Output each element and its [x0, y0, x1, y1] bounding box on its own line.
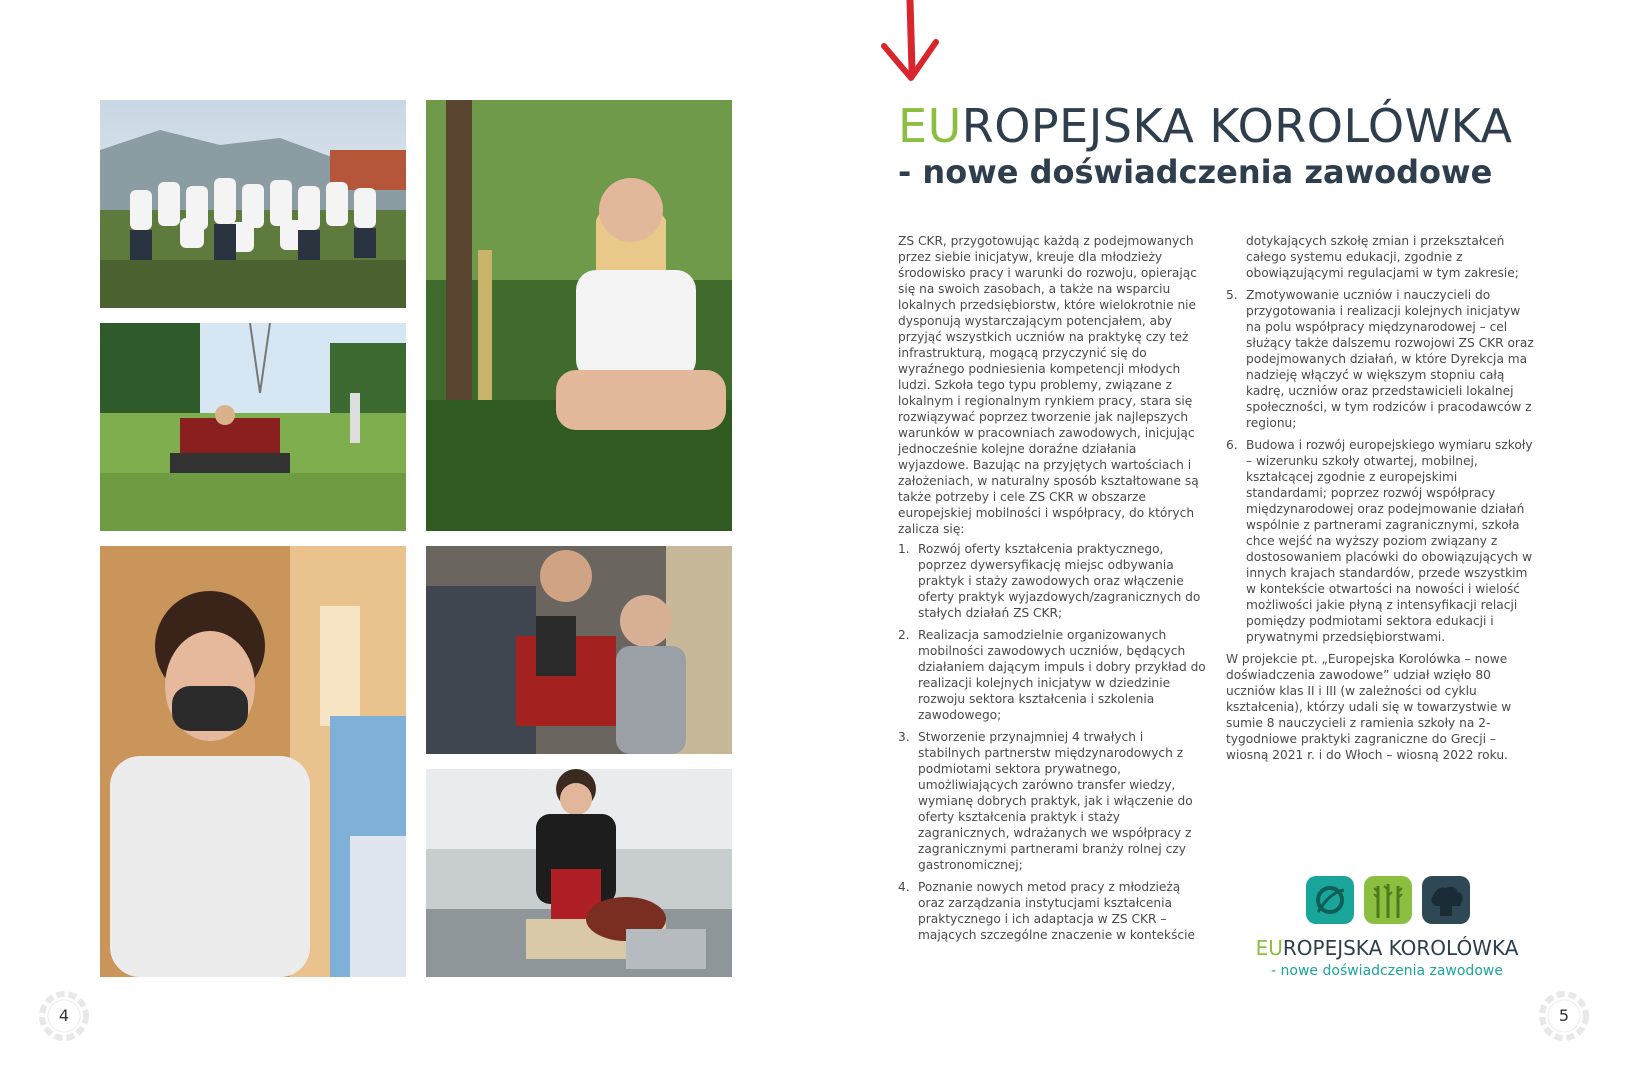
chef-hat-icon [1422, 876, 1470, 924]
list-item: 2. Realizacja samodzielnie organizowanych mobilności zawodowych uczniów, będących działaniem dającym impuls i dobry przykład do realizacji kolejnych inicjatyw w dziedzinie rozwoju sektora kształcenia i szkolenia zawodowego; [898, 628, 1206, 722]
wheat-icon [1364, 876, 1412, 924]
photo-mechanics [426, 546, 732, 754]
photo-lawn-mower [100, 323, 406, 531]
page-number-left: 4 [33, 985, 95, 1047]
title-rest: ROPEJSKA KOROLÓWKA [961, 99, 1513, 153]
list-item: 3. Stworzenie przynajmniej 4 trwałych i stabilnych partnerstw międzynarodowych z podmiotami sektora prywatnego, umożliwiających zarówno transfer wiedzy, wymianę dobrych praktyk, jak i włączenie do oferty kształcenia praktyk i staży zagranicznych, wdrażanych we współpracy z zagranicznymi partnerami branży rolnej czy gastronomicznej; [898, 730, 1193, 872]
list-item: 4. Poznanie nowych metod pracy z młodzieżą oraz zarządzania instytucjami kształcenia praktycznego i ich adaptacja w ZS CKR – mających szczególne znaczenie w kontekście [898, 880, 1196, 942]
goals-list-continued [1226, 287, 1538, 645]
goals-list [898, 541, 1208, 943]
photo-group-students [100, 100, 406, 308]
project-logo [1236, 876, 1538, 984]
red-arrow-icon [880, 0, 940, 84]
list-item-continuation: dotykających szkołę zmian i przekształceń całego systemu edukacji, zgodnie z obowiązującymi regulacjami w tym zakresie; [1246, 234, 1519, 280]
gear-leaf-icon [1306, 876, 1354, 924]
title-eu: EU [898, 99, 962, 153]
list-item: 5. Zmotywowanie uczniów i nauczycieli do przygotowania i realizacji kolejnych inicjatyw na polu współpracy międzynarodowej – cel służący także dalszemu rozwojowi ZS CKR oraz podejmowanych działań, w które Dyrekcja ma nadzieję włączyć w większym stopniu całą kadrę, uczniów oraz przedstawicieli lokalnej społeczności, w tym rodziców i pracodawców z regionu; [1226, 288, 1534, 430]
text-column-left [898, 233, 1208, 949]
page-number-right: 5 [1533, 985, 1595, 1047]
logo-icons [1306, 876, 1470, 924]
photo-girl-mask [100, 546, 406, 977]
list-item: 1. Rozwój oferty kształcenia praktycznego, poprzez dywersyfikację miejsc odbywania praktyk i staży zawodowych oraz włączenie oferty praktyk wyjazdowych/zagranicznych do stałych działań ZS CKR; [898, 542, 1201, 620]
photo-kitchen-chef [426, 769, 732, 977]
page-title [898, 96, 1512, 156]
logo-subtitle: - nowe doświadczenia zawodowe [1271, 963, 1503, 979]
intro-paragraph: ZS CKR, przygotowując każdą z podejmowanych przez siebie inicjatyw, kreuje dla młodzieży środowisko pracy i warunki do rozwoju, opierając się na swoich zasobach, a także na wsparciu lokalnych przedsiębiorstw, które wielokrotnie nie dysponują wystarczającym potencjałem, aby przyjąć wszystkich uczniów na praktykę czy też infrastrukturą, mogącą przyczynić się do wyraźnego podniesienia kompetencji młodych ludzi. Szkoła tego typu problemy, związane z lokalnym i regionalnym rynkiem pracy, stara się rozwiązywać poprzez tworzenie jak najlepszych warunków w pracowniach zawodowych, inicjując jednocześnie kolejne doraźne działania wyjazdowe. Bazując na przyjętych wartościach i założeniach, w naturalny sposób kształtowane są także potrzeby i cele ZS CKR w obszarze europejskiej mobilności i współpracy, do których zalicza się: [898, 234, 1199, 536]
photo-girl-gardening [426, 100, 732, 531]
logo-title: EUROPEJSKA KOROLÓWKA [1255, 936, 1519, 960]
page-subtitle: - nowe doświadczenia zawodowe [898, 153, 1493, 191]
closing-paragraph: W projekcie pt. „Europejska Korolówka – nowe doświadczenia zawodowe” udział wzięło 80 uczniów klas II i III (w zależności od cyklu kształcenia), którzy udali się w towarzystwie w sumie 8 nauczycieli z ramienia szkoły na 2-tygodniowe praktyki zagraniczne do Grecji – wiosną 2021 r. i do Włoch – wiosną 2022 roku. [1226, 652, 1512, 762]
text-column-right [1226, 233, 1538, 763]
list-item: 6. Budowa i rozwój europejskiego wymiaru szkoły – wizerunku szkoły otwartej, mobilnej, kształcącej zgodnie z europejskimi standardami; poprzez rozwój współpracy międzynarodowej oraz podejmowanie działań wspólnie z partnerami zagranicznymi, szkoła chce wejść na wyższy poziom związany z dostosowaniem placówki do obowiązujących w innych krajach standardów, przede wszystkim w kontekście otwartości na nowości i wielość możliwości jakie płyną z intensyfikacji relacji pomiędzy podmiotami sektora edukacji i prywatnymi przedsiębiorstwami. [1226, 438, 1533, 644]
